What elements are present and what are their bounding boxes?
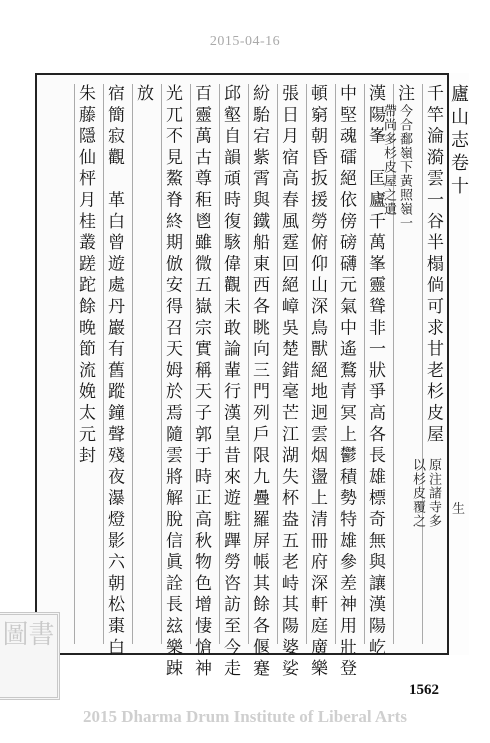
- margin-mark: 生: [452, 502, 466, 517]
- page-number: 1562: [409, 682, 439, 698]
- text-column-6: 張日月宿高春風霆回絕嶂吳楚錯毫芒江湖失杯盎五老峙其陽婆娑: [278, 84, 298, 681]
- watermark: 2015 Dharma Drum Institute of Liberal Arts: [83, 707, 407, 726]
- text-column-1: 千竿淪漪雲一谷半榻倘可求甘老杉皮屋: [423, 84, 443, 447]
- text-column-3: 漢陽峯 匡廬千萬峯靈聳非一狀爭高各長雄標奇無與讓漢陽屹: [365, 84, 385, 660]
- text-column-5: 頓窮朝昏扳援勞俯仰山深鳥獸絕地迥雲烟盪上清冊府深軒庭廣樂: [307, 84, 327, 681]
- annotation-col1-right: 原注諸寺多: [426, 458, 441, 528]
- margin-title: 廬山志卷十: [448, 84, 469, 199]
- text-column-11: 放: [133, 84, 153, 106]
- text-column-8: 邱壑自韻頑時復駭偉觀未敢論輩行漢皇昔來遊駐蹕勞咨訪至今走: [220, 84, 240, 681]
- text-column-9: 百靈萬古尊秬鬯雖微五嶽宗實稱天子郭于時正高秋物色增悽愴神: [191, 84, 211, 681]
- library-seal-stamp: 圖書: [0, 612, 60, 700]
- text-column-4: 中堅魂礌絕依傍磅礴元氣中遙鶩青冥上鬱積勢特雄參差神用壯登: [336, 84, 356, 681]
- text-column-12: 宿簡寂觀 革白曾遊處丹巖有舊蹤鐘聲殘夜瀑燈影六朝松棗白: [104, 84, 124, 660]
- text-column-7: 紛駘宕紫霄與鐵船東西各眺向三門列戶限九疊羅屏帳其餘各偃蹇: [249, 84, 269, 681]
- date-stamp: 2015-04-16: [209, 34, 281, 49]
- text-column-2: 注: [394, 84, 414, 106]
- text-column-10: 光兀不見鰲脊終期倣安得召天姆於焉隨雲將解脫信眞詮長玆樂踈: [162, 84, 182, 681]
- text-column-13: 朱藤隱仙枰月桂叢蹉跎餘晚節流娩太元封: [75, 84, 95, 468]
- column-rule: [132, 84, 133, 644]
- annotation-col1-left: 以杉皮覆之: [410, 458, 425, 528]
- annotation-col2-left: 帶尚多杉皮屋之遺: [381, 104, 396, 216]
- annotation-col2-right: 今合鄱嶺下黃照嶺一: [397, 104, 412, 230]
